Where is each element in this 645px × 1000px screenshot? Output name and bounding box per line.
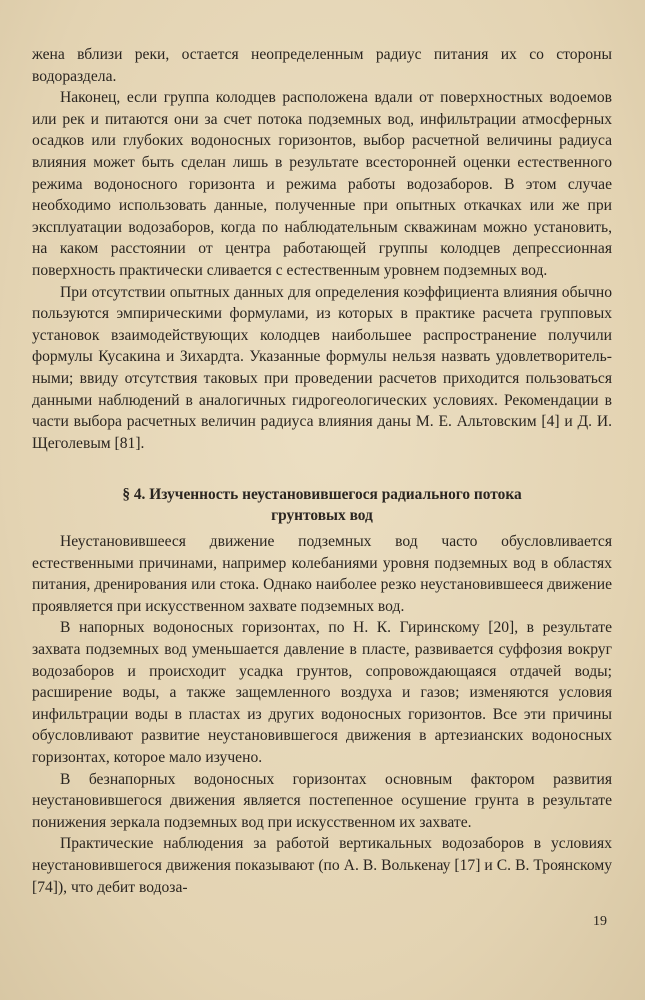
- paragraph: Практические наблюдения за работой вертикальных водозаборов в условиях неустановившегося движения показывают (по А. В. Волькенау [17] и С. В. Троянскому [74]), что дебит водоза-: [32, 835, 612, 896]
- body-text-bottom: [32, 531, 612, 898]
- body-text-top: [32, 44, 612, 454]
- paragraph: В безнапорных водоносных горизонтах основным фактором развития неустановившегося движения является постепенное осушение грунта в результате понижения зеркала подземных вод при искусственном их захвате.: [32, 770, 612, 831]
- paragraph: Наконец, если группа колодцев расположена вдали от поверхностных водоемов или рек и питаются они за счет потока подземных вод, инфильтрации атмосферных осадков или глубоких водоносных горизонтов, выбор расчетной величины радиуса влияния может быть сделан лишь в результате всесторонней оценки естественного режима водоносного горизонта и режима работы водозаборов. В этом случае необходимо использовать данные, полученные при опытных откачках или же при эксплуатации водозаборов, когда по наблюдательным скважинам можно установить, на каком расстоянии от центра работающей группы колодцев депрессионная поверхность практически сливается с естественным уровнем подземных вод.: [32, 89, 612, 279]
- section-heading-line-1: § 4. Изученность неустановившегося радиального потока: [122, 486, 522, 503]
- section-heading-line-2: грунтовых вод: [271, 507, 373, 524]
- page-number: 19: [593, 914, 607, 929]
- paragraph: При отсутствии опытных данных для определения коэффициента влияния обычно пользуются эмпирическими формулами, из которых в практике расчета групповых установок взаимодействующих колодцев наибольшее распространение получили формулы Кусакина и Зихардта. Указанные формулы нельзя назвать удовлетворительными; ввиду отсутствия таковых при проведении расчетов приходится пользоваться данными наблюдений в аналогичных гидрогеологических условиях. Рекомендации в части выбора расчетных величин радиуса влияния даны М. Е. Альтовским [4] и Д. И. Щеголевым [81].: [32, 283, 612, 452]
- section-heading: [32, 484, 612, 526]
- paragraph: Неустановившееся движение подземных вод часто обусловливается естественными причинами, например колебаниями уровня подземных вод в областях питания, дренирования или стока. Однако наиболее резко неустановившееся движение проявляется при искусственном захвате подземных вод.: [32, 533, 612, 615]
- paragraph-continuation: жена вблизи реки, остается неопределенным радиус питания их со стороны водораздела.: [32, 46, 612, 85]
- paragraph: В напорных водоносных горизонтах, по Н. К. Гиринскому [20], в результате захвата подземных вод уменьшается давление в пласте, развивается суффозия вокруг водозаборов и происходит усадка грунтов, сопровождающаяся отдачей воды; расширение воды, а также защемленного воздуха и газов; изменяются условия инфильтрации воды в пластах из других водоносных горизонтов. Все эти причины обусловливают развитие неустановившегося движения в артезианских водоносных горизонтах, которое мало изучено.: [32, 619, 612, 766]
